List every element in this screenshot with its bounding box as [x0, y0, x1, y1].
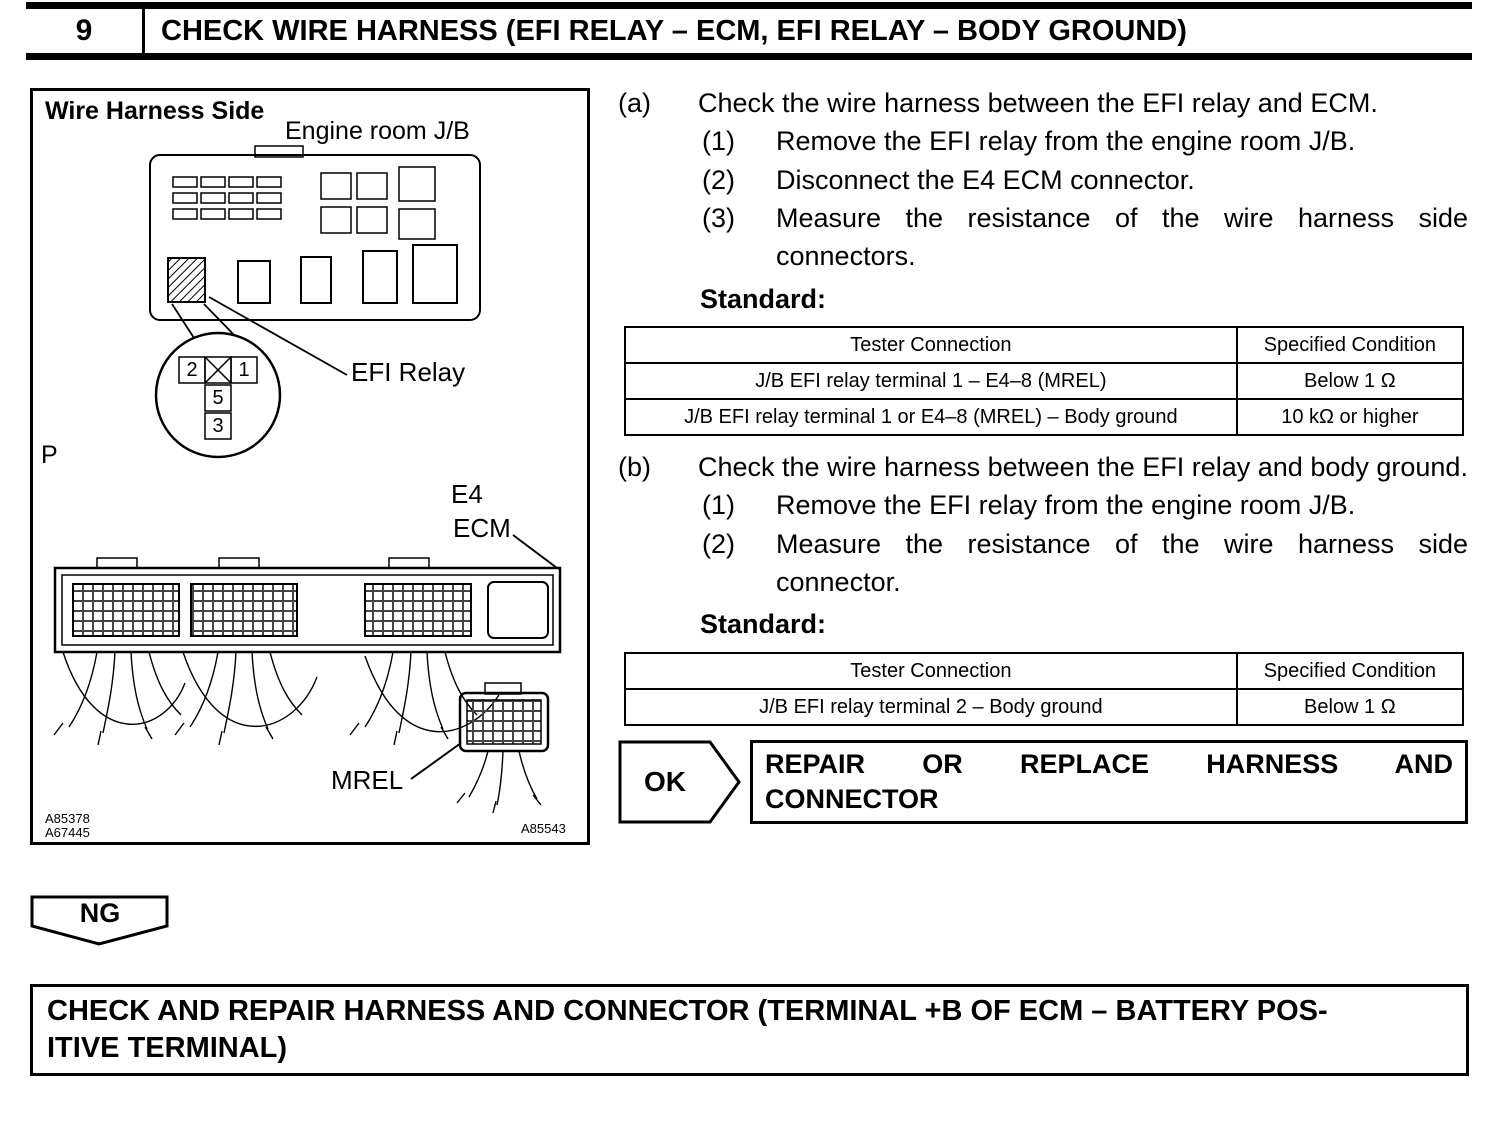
terminal-2-label: 2 [186, 359, 198, 381]
mrel-connector-icon [457, 683, 548, 813]
table-row [625, 399, 1463, 435]
ok-flag [618, 740, 742, 824]
substep-b1-marker: (1) [702, 490, 735, 521]
substep-b1 [702, 486, 1468, 524]
step-b [618, 448, 1468, 486]
terminal-5-label: 5 [212, 387, 224, 409]
table-row [625, 689, 1463, 725]
efi-relay-label: EFI Relay [351, 357, 466, 387]
substep-a1 [702, 122, 1468, 160]
step-number: 9 [26, 9, 145, 53]
ecm-label: ECM [453, 513, 511, 543]
substep-a3-marker: (3) [702, 202, 735, 233]
standard-label-a: Standard: [700, 283, 827, 314]
ok-action-line-1: REPAIR OR REPLACE HARNESS AND [765, 748, 1453, 779]
table-a-row1-connection: J/B EFI relay terminal 1 – E4–8 (MREL) [625, 363, 1237, 399]
figure-code-3: A85543 [521, 821, 566, 836]
ng-action-line-1: CHECK AND REPAIR HARNESS AND CONNECTOR (TERMINAL +B OF ECM – BATTERY POS- [47, 995, 1328, 1027]
mrel-label: MREL [331, 765, 404, 795]
engine-room-jb-label: Engine room J/B [285, 117, 470, 145]
terminal-1-label: 1 [238, 359, 250, 381]
substep-b2-text: Measure the resistance of the wire harness side connector. [776, 528, 1468, 597]
ok-flag-label: OK [644, 765, 686, 797]
efi-relay-terminal-view [156, 333, 280, 457]
table-a-row2-condition: 10 kΩ or higher [1237, 399, 1463, 435]
step-header [26, 2, 1472, 60]
step-b-text: Check the wire harness between the EFI relay and body ground. [698, 451, 1468, 482]
harness-wires-icon [54, 652, 499, 745]
table-a-row1-condition: Below 1 Ω [1237, 363, 1463, 399]
substep-a2-text: Disconnect the E4 ECM connector. [776, 164, 1195, 195]
ng-action-line-2: ITIVE TERMINAL) [47, 1032, 288, 1065]
step-a [618, 84, 1468, 122]
substep-a3-text: Measure the resistance of the wire harness side connectors. [776, 202, 1468, 272]
ecm-connector-icon [55, 558, 560, 652]
step-b-marker: (b) [618, 451, 651, 482]
table-row [625, 363, 1463, 399]
ok-action-box [750, 740, 1468, 824]
ng-action-box [30, 984, 1469, 1076]
table-b-row1-condition: Below 1 Ω [1237, 689, 1463, 725]
substep-b1-text: Remove the EFI relay from the engine room J/B. [776, 490, 1356, 521]
terminal-3-label: 3 [212, 415, 224, 437]
table-b-header-connection: Tester Connection [625, 653, 1237, 689]
step-a-text: Check the wire harness between the EFI relay and ECM. [698, 88, 1378, 118]
ng-flag [30, 895, 170, 947]
page-title: CHECK WIRE HARNESS (EFI RELAY – ECM, EFI RELAY – BODY GROUND) [161, 14, 1187, 47]
mrel-leader-line [411, 743, 461, 779]
substep-b2 [702, 525, 1468, 602]
substep-a2 [702, 161, 1468, 199]
standard-table-b [624, 652, 1464, 726]
ng-flag-label: NG [79, 898, 121, 928]
figure-title: Wire Harness Side [45, 97, 265, 125]
efi-relay-icon [168, 258, 205, 302]
standard-label-b: Standard: [700, 609, 827, 640]
e4-leader-line [513, 535, 557, 568]
substep-a1-text: Remove the EFI relay from the engine room J/B. [776, 126, 1356, 157]
substep-a2-marker: (2) [702, 164, 735, 195]
ok-action-line-2: CONNECTOR [765, 783, 939, 814]
step-a-marker: (a) [618, 88, 651, 118]
procedure-text [618, 84, 1468, 824]
figure-code-1: A85378 [45, 811, 90, 826]
step-a-substeps [702, 122, 1468, 275]
figure-code-2: A67445 [45, 825, 90, 840]
standard-table-a [624, 326, 1464, 436]
table-b-header-condition: Specified Condition [1237, 653, 1463, 689]
harness-diagram [33, 91, 587, 842]
wire-harness-figure [30, 88, 590, 845]
substep-a1-marker: (1) [702, 126, 735, 157]
p-label: P [41, 441, 58, 469]
table-a-row2-connection: J/B EFI relay terminal 1 or E4–8 (MREL) – Body ground [625, 399, 1237, 435]
e4-label: E4 [451, 479, 483, 509]
ok-result-row [618, 740, 1468, 824]
substep-a3 [702, 199, 1468, 276]
table-b-row1-connection: J/B EFI relay terminal 2 – Body ground [625, 689, 1237, 725]
table-a-header-condition: Specified Condition [1237, 327, 1463, 363]
step-b-substeps [702, 486, 1468, 601]
substep-b2-marker: (2) [702, 528, 735, 559]
table-a-header-connection: Tester Connection [625, 327, 1237, 363]
